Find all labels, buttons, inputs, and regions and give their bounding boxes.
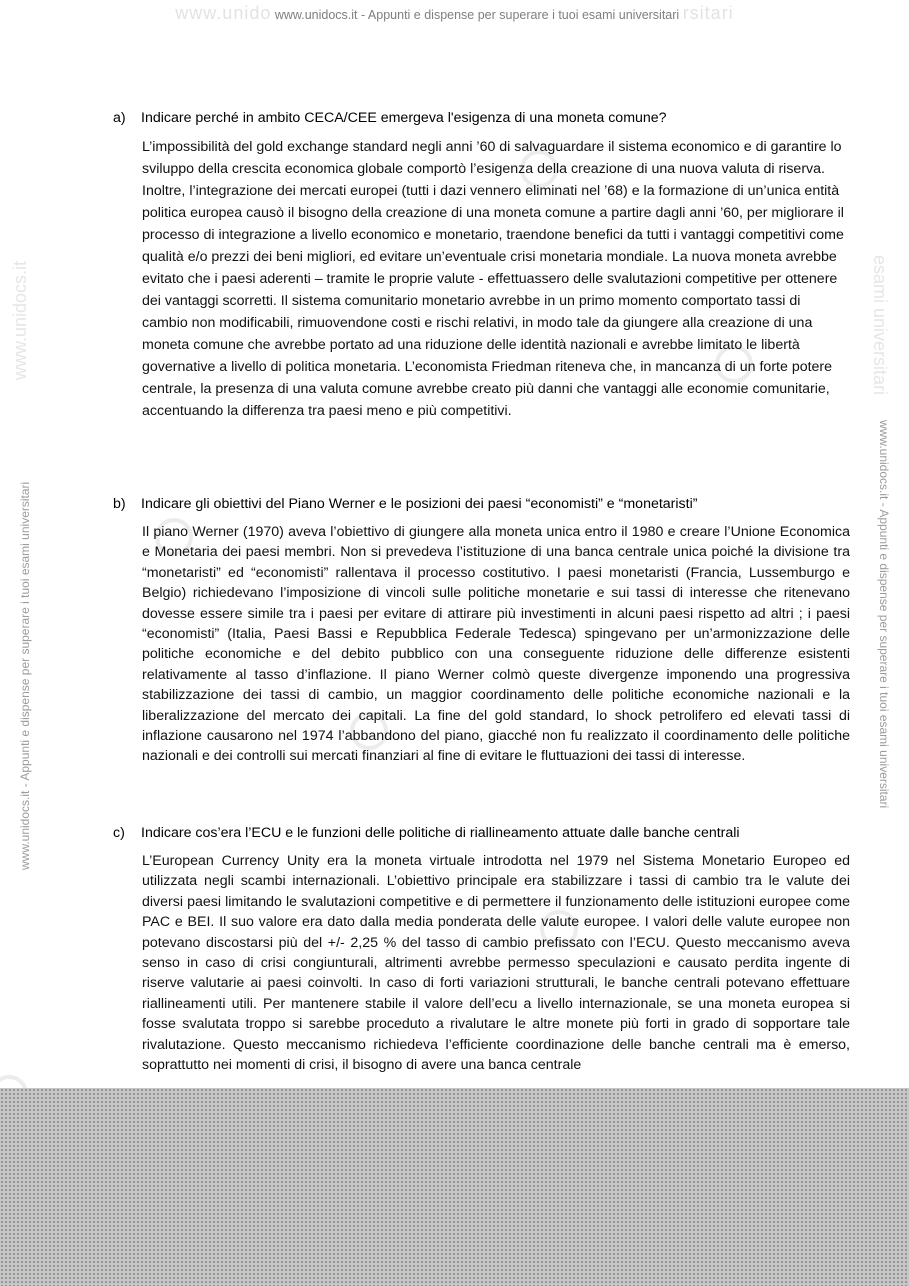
question-letter: c) <box>113 825 125 841</box>
preview-blur-overlay <box>0 1088 909 1286</box>
question-c <box>113 825 850 841</box>
side-watermark-left: www.unidocs.it - Appunti e dispense per superare i tuoi esami universitari <box>18 481 32 870</box>
section-c <box>113 825 850 1075</box>
watermark-text: www.unidocs.it - Appunti e dispense per superare i tuoi esami universitari <box>274 8 680 22</box>
question-text: Indicare perché in ambito CECA/CEE emergeva l'esigenza di una moneta comune? <box>141 110 667 126</box>
question-a <box>113 110 850 126</box>
answer-a: L’impossibilità del gold exchange standard negli anni ’60 di salvaguardare il sistema economico e di garantire lo sviluppo della crescita economica globale comportò l’esigenza della creazione di una nuova valuta di riserva. Inoltre, l’integrazione dei mercati europei (tutti i dazi vennero eliminati nel ’68) e la formazione di un’unica entità politica europea causò il bisogno della creazione di una moneta comune a partire dagli anni ’60, per migliorare il processo di integrazione a livello economico e monetario, traendone benefici da tutti i vantaggi competitivi come qualità e/o prezzi dei beni migliori, ed evitare un’eventuale crisi monetaria mondiale. La nuova moneta avrebbe evitato che i paesi aderenti – tramite le proprie valute - effettuassero delle svalutazioni competitive per ottenere dei vantaggi scorretti. Il sistema comunitario monetario avrebbe in un primo momento comportato tassi di cambio non modificabili, rimuovendone costi e rischi relativi, in modo tale da giungere alla creazione di una moneta comune che avrebbe portato ad una riduzione delle identità nazionali e avrebbe limitato le libertà governative a livello di politica monetaria. L’economista Friedman riteneva che, in mancanza di un forte potere centrale, la presenza di una valuta comune avrebbe creato più danni che vantaggi alle economie comunitarie, accentuando la differenza tra paesi meno e più competitivi. <box>142 139 844 419</box>
watermark-ghost-right: rsitari <box>682 3 734 23</box>
side-watermark-big-left: www.unidocs.it <box>10 260 30 380</box>
answer-b: Il piano Werner (1970) aveva l’obiettivo di giungere alla moneta unica entro il 1980 e creare l’Unione Economica e Monetaria dei paesi membri. Non si prevedeva l’istituzione di una banca centrale unica poiché la divisione tra “monetaristi” ed “economisti” rallentava il processo costitutivo. I paesi monetaristi (Francia, Lussemburgo e Belgio) richiedevano l’imposizione di vincoli sulle politiche monetarie e sui tassi di interesse che ritenevano dovesse essere simile tra i paesi per evitare di attirare più investimenti in alcuni paesi rispetto ad altri ; i paesi “economisti” (Italia, Paesi Bassi e Repubblica Federale Tedesca) spingevano per un’armonizzazione delle politiche economiche e del debito pubblico con una conseguente riduzione delle differenze esistenti relativamente al tasso d’inflazione. Il piano Werner colmò queste divergenze imponendo una progressiva stabilizzazione dei tassi di cambio, un maggior coordinamento delle politiche economiche nazionali e la liberalizzazione del mercato dei capitali. La fine del gold standard, lo shock petrolifero ed elevati tassi di inflazione causarono nel 1974 l’abbandono del piano, giacché non fu realizzato il coordinamento delle politiche nazionali e dei controlli sui mercati finanziari al fine di evitare le fluttuazioni dei tassi di interesse. <box>142 524 850 765</box>
section-a <box>113 110 850 422</box>
question-text: Indicare gli obiettivi del Piano Werner e le posizioni dei paesi “economisti” e “monetaristi” <box>141 496 698 512</box>
watermark-ghost-left: www.unido <box>175 3 272 23</box>
section-b <box>113 496 850 767</box>
question-b <box>113 496 850 512</box>
side-watermark-right: www.unidocs.it - Appunti e dispense per superare i tuoi esami universitari <box>877 420 891 809</box>
side-watermark-big-right: esami universitari <box>870 255 890 396</box>
header-watermark <box>0 3 909 24</box>
question-text: Indicare cos’era l’ECU e le funzioni delle politiche di riallineamento attuate dalle banche centrali <box>141 825 740 841</box>
question-letter: a) <box>113 110 126 126</box>
question-letter: b) <box>113 496 126 512</box>
answer-c: L’European Currency Unity era la moneta virtuale introdotta nel 1979 nel Sistema Monetario Europeo ed utilizzata negli scambi internazionali. L’obiettivo principale era stabilizzare i tassi di cambio tra le valute dei diversi paesi limitando le svalutazioni competitive e di permettere il funzionamento delle istituzioni europee come PAC e BEI. Il suo valore era dato dalla media ponderata delle valute europee. I valori delle valute europee non potevano discostarsi più del +/- 2,25 % del tasso di cambio prefissato con l’ECU. Questo meccanismo aveva senso in caso di crisi congiunturali, altrimenti avrebbe permesso speculazioni e causato perdita ingente di riserve valutarie ai paesi coinvolti. In caso di forti variazioni strutturali, le banche centrali potevano effettuare riallineamenti utili. Per mantenere stabile il valore dell’ecu a livello internazionale, se una moneta europea si fosse svalutata troppo si sarebbe proceduto a rivalutare le altre monete più forti in grado di sopportare tale rivalutazione. Questo meccanismo richiedeva l’efficiente coordinazione delle banche centrali ma è emerso, soprattutto nei momenti di crisi, il bisogno di avere una banca centrale <box>142 853 850 1074</box>
